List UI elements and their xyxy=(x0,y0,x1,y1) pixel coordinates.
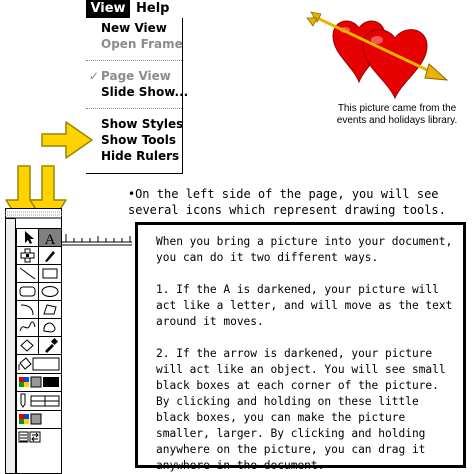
smooth-polygon-tool-button[interactable] xyxy=(39,319,61,337)
menu-separator xyxy=(86,108,182,109)
freehand-tool-button[interactable] xyxy=(17,319,39,337)
color-palette-icon xyxy=(17,374,61,391)
oval-icon xyxy=(39,283,61,300)
polygon-icon xyxy=(39,301,61,318)
explanation-box xyxy=(135,222,466,472)
arrow-tool-button[interactable] xyxy=(17,229,39,247)
rectangle-tool-button[interactable] xyxy=(39,265,61,283)
menu-item-show-styles[interactable]: Show Styles xyxy=(101,117,184,131)
view-menu-dropdown xyxy=(86,18,189,174)
menu-item-open-frame: Open Frame xyxy=(101,37,183,51)
box-intro: When you bring a picture into your document, you can do it two different ways. xyxy=(156,235,453,264)
line-tool-button[interactable] xyxy=(17,265,39,283)
bullet-icon: • xyxy=(128,187,136,201)
align-icon xyxy=(17,429,61,446)
eyedropper-icon xyxy=(39,337,61,354)
polygon-tool-button[interactable] xyxy=(39,301,61,319)
rounded-rect-tool-button[interactable] xyxy=(17,283,39,301)
text-tool-button[interactable] xyxy=(39,229,61,247)
smooth-polygon-icon xyxy=(39,319,61,336)
arc-tool-button[interactable] xyxy=(17,301,39,319)
picture-caption: This picture came from the events and holidays library. xyxy=(336,103,458,126)
freehand-icon xyxy=(17,319,38,336)
box-point-2: 2. If the arrow is darkened, your picture will act like an object. You will see small black boxes at each corner of the picture. By clicking and holding on these little black boxes, you can make the picture smaller, larger. By clicking and holding anywhere on the picture, you can drag it anywhere in the document. xyxy=(156,347,446,472)
hearts-clipart-image xyxy=(305,6,465,102)
menu-item-new-view[interactable]: New View xyxy=(101,21,167,35)
tool-grid xyxy=(16,228,62,474)
menu-item-slide-show[interactable]: Slide Show... xyxy=(101,85,189,99)
box-point-1: 1. If the A is darkened, your picture will act like a letter, and will move as the text around it moves. xyxy=(156,283,453,328)
menu-item-show-tools[interactable]: Show Tools xyxy=(101,133,177,147)
crosshair-move-icon xyxy=(17,247,38,264)
paint-bucket-icon xyxy=(17,355,61,373)
bullet-text: On the left side of the page, you will see several icons which represent drawing tools. xyxy=(128,187,446,217)
rotate-tool-button[interactable] xyxy=(17,337,39,355)
menu-help[interactable]: Help xyxy=(136,1,170,16)
pen-icon xyxy=(39,247,61,264)
align-row[interactable] xyxy=(17,429,61,446)
menu-item-page-view: Page View xyxy=(101,69,171,83)
pen-size-row[interactable] xyxy=(17,392,61,411)
bullet-paragraph xyxy=(128,186,468,218)
fill-color-row[interactable] xyxy=(17,374,61,392)
pen-size-icon xyxy=(17,392,61,410)
pointer-arrow-right-icon xyxy=(40,118,96,162)
text-tool-label: A xyxy=(44,232,56,248)
crop-tool-button[interactable] xyxy=(17,247,39,265)
diamond-icon xyxy=(17,337,38,354)
pen-color-palette-icon xyxy=(17,411,61,428)
menu-bar xyxy=(86,0,181,19)
pen-color-row[interactable] xyxy=(17,411,61,429)
rectangle-icon xyxy=(39,265,61,282)
rounded-rectangle-icon xyxy=(17,283,38,300)
oval-tool-button[interactable] xyxy=(39,283,61,301)
line-icon xyxy=(17,265,38,282)
fill-pattern-row[interactable] xyxy=(17,355,61,374)
eyedropper-tool-button[interactable] xyxy=(39,337,61,355)
menu-view[interactable]: View xyxy=(86,0,130,18)
horizontal-ruler xyxy=(62,226,132,246)
menu-item-hide-rulers[interactable]: Hide Rulers xyxy=(101,149,180,163)
pointer-arrow-tool-icon xyxy=(17,229,38,246)
arc-icon xyxy=(17,301,38,318)
checkmark-icon: ✓ xyxy=(89,69,100,83)
menu-separator xyxy=(86,60,182,61)
pen-tool-button[interactable] xyxy=(39,247,61,265)
